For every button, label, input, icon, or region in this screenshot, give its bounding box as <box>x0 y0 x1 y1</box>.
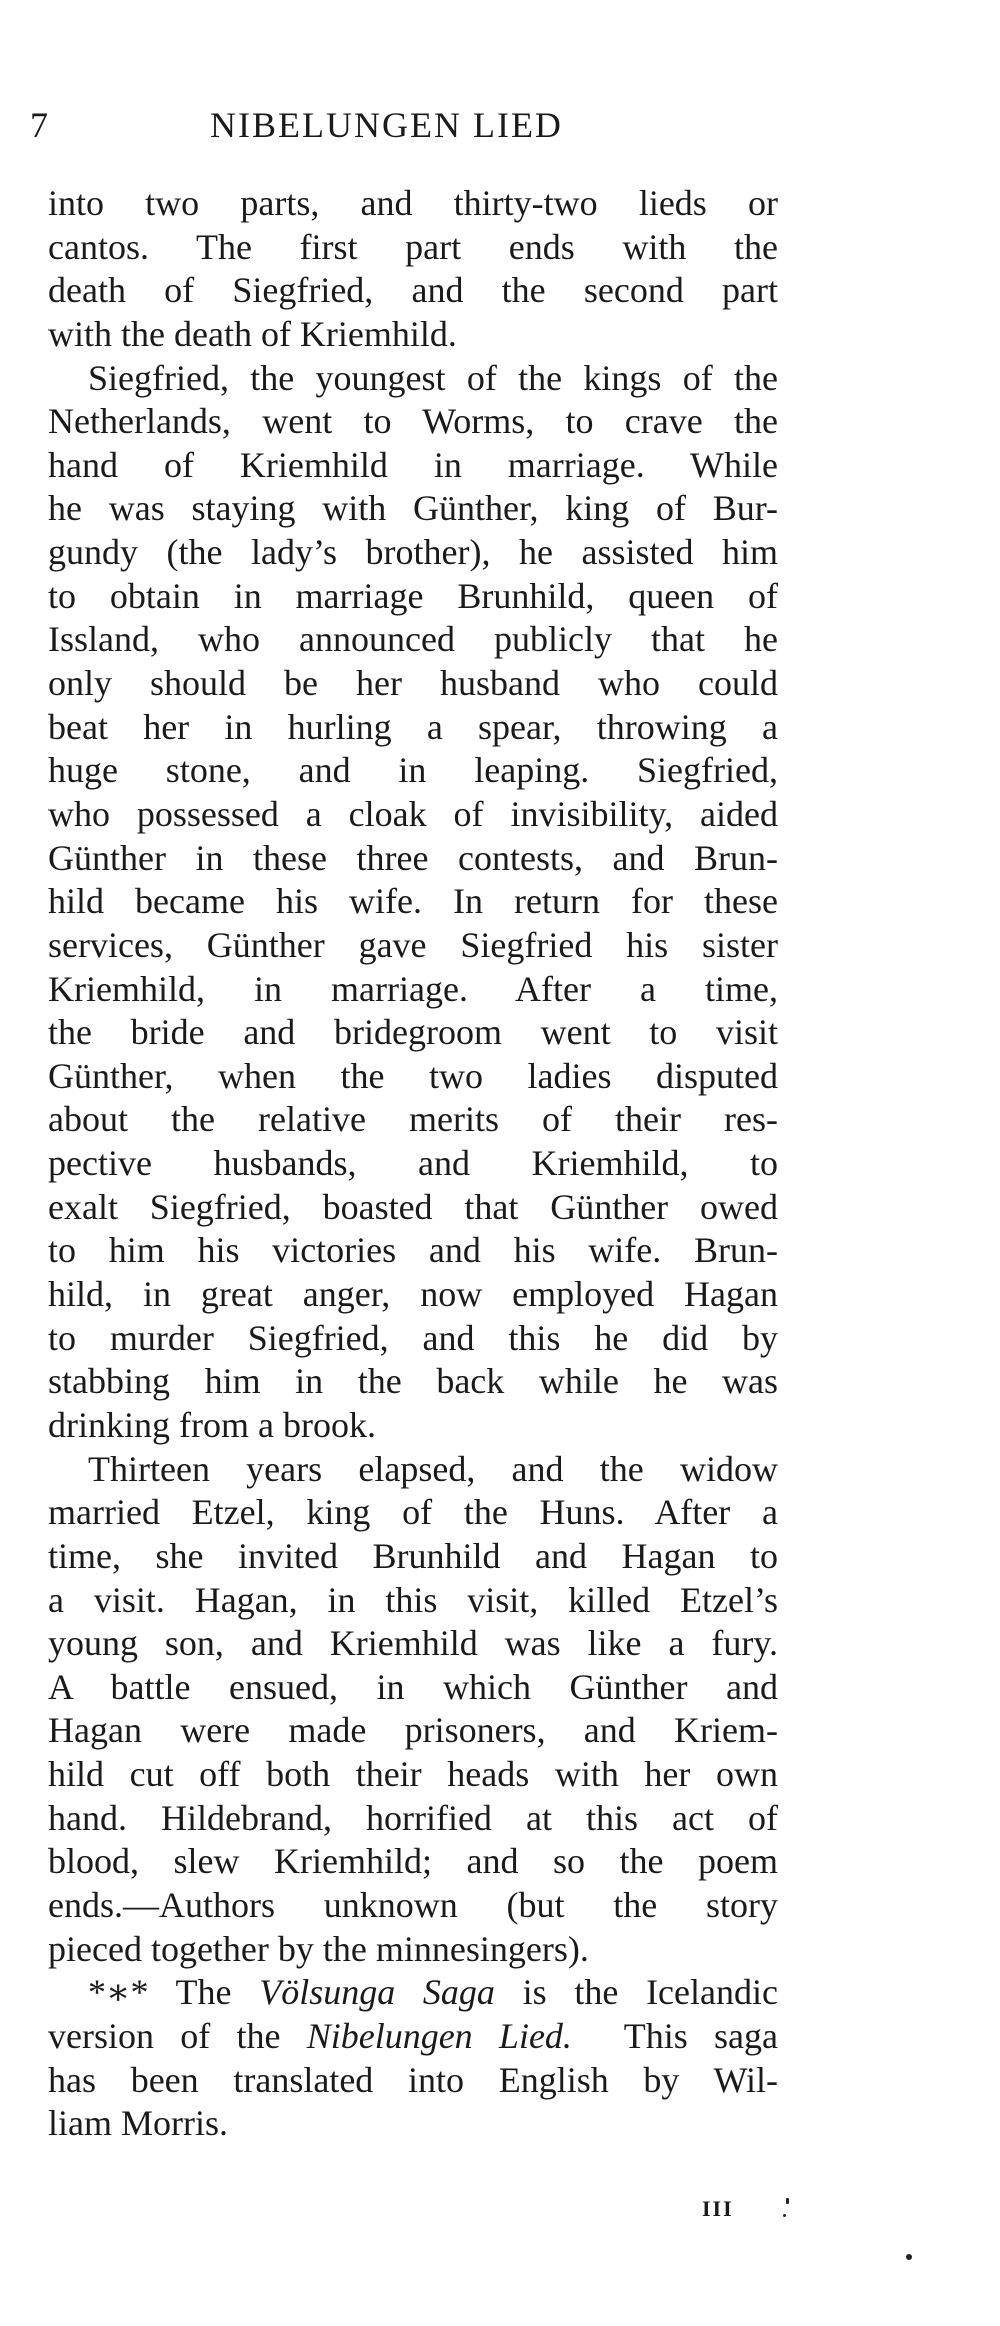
text-line: only should be her husband who could <box>48 663 778 704</box>
text-line: Netherlands, went to Worms, to crave the <box>48 401 778 442</box>
text-line: to murder Siegfried, and this he did by <box>48 1317 778 1358</box>
text-line: stabbing him in the back while he was <box>48 1361 778 1402</box>
ink-speck <box>786 2198 789 2204</box>
asterism: *∗* <box>88 1972 149 2013</box>
running-head <box>30 104 790 154</box>
note-line <box>48 2015 778 2059</box>
text-line: to obtain in marriage Brunhild, queen of <box>48 575 778 616</box>
text-line: death of Siegfried, and the second part <box>48 270 778 311</box>
note-line <box>48 2102 778 2146</box>
note-text: has been translated into English by Wil- <box>48 2059 778 2100</box>
text-line: to him his victories and his wife. Brun- <box>48 1230 778 1271</box>
text-line: A battle ensued, in which Günther and <box>48 1666 778 1707</box>
text-line: Günther, when the two ladies disputed <box>48 1055 778 1096</box>
note-line <box>48 1971 778 2015</box>
text-line: Günther in these three contests, and Brun- <box>48 837 778 878</box>
text-line: Siegfried, the youngest of the kings of the <box>88 357 778 398</box>
text-line: blood, slew Kriemhild; and so the poem <box>48 1841 778 1882</box>
note-line <box>48 2059 778 2103</box>
text-line: huge stone, and in leaping. Siegfried, <box>48 750 778 791</box>
ink-speck <box>906 2254 912 2260</box>
body-text <box>48 182 778 2146</box>
text-line: hild became his wife. In return for these <box>48 881 778 922</box>
text-line: Hagan were made prisoners, and Kriem- <box>48 1710 778 1751</box>
text-line: a visit. Hagan, in this visit, killed Etzel’s <box>48 1579 778 1620</box>
running-title: NIBELUNGEN LIED <box>210 105 563 145</box>
text-line: services, Günther gave Siegfried his sister <box>48 924 778 965</box>
italic-title: Völsunga Saga <box>259 1972 495 2013</box>
text-line: into two parts, and thirty-two lieds or <box>48 183 778 223</box>
text-line: cantos. The first part ends with the <box>48 226 778 267</box>
text-line: Issland, who announced publicly that he <box>48 619 778 660</box>
text-line: married Etzel, king of the Huns. After a <box>48 1492 778 1533</box>
note-text: liam Morris. <box>48 2103 228 2144</box>
text-line: hand. Hildebrand, horrified at this act of <box>48 1797 778 1838</box>
text-line: hild cut off both their heads with her own <box>48 1754 778 1795</box>
text-line: time, she invited Brunhild and Hagan to <box>48 1535 778 1576</box>
note-text: This saga <box>571 2015 778 2056</box>
text-line: with the death of Kriemhild. <box>48 313 457 354</box>
ink-speck <box>783 2214 786 2217</box>
text-line: Thirteen years elapsed, and the widow <box>88 1448 778 1489</box>
text-line: about the relative merits of their res- <box>48 1099 778 1140</box>
page-number: 7 <box>30 105 49 145</box>
text-line: exalt Siegfried, boasted that Günther owed <box>48 1186 778 1227</box>
text-line: beat her in hurling a spear, throwing a <box>48 706 778 747</box>
text-line: who possessed a cloak of invisibility, aided <box>48 793 778 834</box>
text-line: pieced together by the minnesingers). <box>48 1928 589 1969</box>
text-line: hand of Kriemhild in marriage. While <box>48 444 778 485</box>
note-text: is the Icelandic <box>494 1972 778 2013</box>
text-line: drinking from a brook. <box>48 1404 376 1445</box>
text-line: pective husbands, and Kriemhild, to <box>48 1143 778 1184</box>
italic-title: Nibelungen Lied. <box>306 2015 572 2056</box>
text-line: Kriemhild, in marriage. After a time, <box>48 968 778 1009</box>
text-line: hild, in great anger, now employed Hagan <box>48 1274 778 1315</box>
note-text: version of the <box>48 2015 307 2056</box>
text-line: gundy (the lady’s brother), he assisted him <box>48 532 778 573</box>
text-line: young son, and Kriemhild was like a fury. <box>48 1623 778 1664</box>
text-line: the bride and bridegroom went to visit <box>48 1012 778 1053</box>
note-text: The <box>148 1972 260 2013</box>
text-line: he was staying with Günther, king of Bur- <box>48 488 778 529</box>
printer-signature: III <box>702 2196 734 2221</box>
text-line: ends.—Authors unknown (but the story <box>48 1884 778 1925</box>
